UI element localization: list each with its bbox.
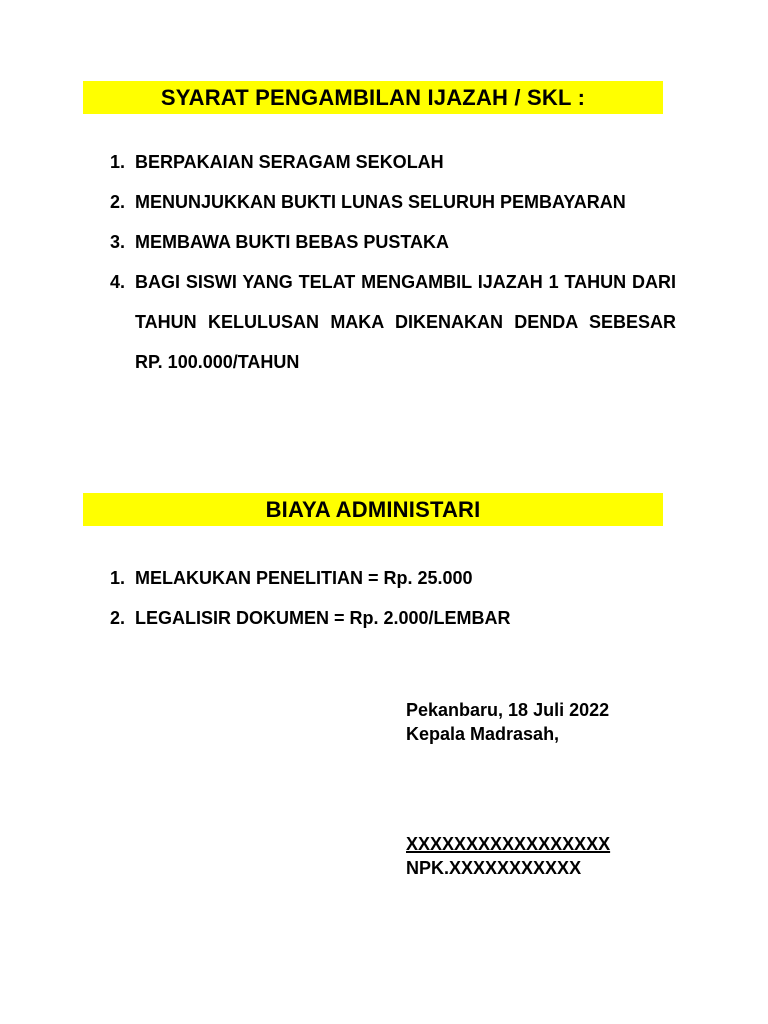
requirements-list (110, 142, 676, 382)
list-item (110, 558, 676, 598)
requirements-title: SYARAT PENGAMBILAN IJAZAH / SKL : (160, 84, 586, 110)
signatory-position: Kepala Madrasah, (406, 724, 560, 744)
list-item-text: BERPAKAIAN SERAGAM SEKOLAH (135, 152, 444, 172)
list-item-number: 2. (110, 608, 126, 628)
list-item (110, 182, 676, 222)
list-item (110, 262, 676, 382)
signatory-npk: NPK.XXXXXXXXXXX (406, 858, 582, 878)
list-item (110, 222, 676, 262)
list-item-text: MELAKUKAN PENELITIAN = Rp. 25.000 (135, 568, 473, 588)
list-item (110, 598, 676, 638)
list-item-text: MEMBAWA BUKTI BEBAS PUSTAKA (135, 232, 449, 252)
list-item-number: 3. (110, 232, 126, 252)
list-item-number: 2. (110, 192, 126, 212)
fees-list (110, 558, 676, 638)
list-item (110, 142, 676, 182)
list-item-text: MENUNJUKKAN BUKTI LUNAS SELURUH PEMBAYARAN (135, 192, 626, 212)
list-item-number: 1. (110, 152, 126, 172)
fees-title: BIAYA ADMINISTARI (265, 496, 481, 522)
place-date: Pekanbaru, 18 Juli 2022 (406, 700, 610, 720)
list-item-text: LEGALISIR DOKUMEN = Rp. 2.000/LEMBAR (135, 608, 511, 628)
signature-block (406, 698, 610, 880)
requirements-heading (83, 81, 663, 114)
list-item-number: 1. (110, 568, 126, 588)
fees-heading (83, 493, 663, 526)
list-item-text: BAGI SISWI YANG TELAT MENGAMBIL IJAZAH 1 TAHUN DARI TAHUN KELULUSAN MAKA DIKENAKAN DENDA SEBESAR RP. 100.000/TAHUN (135, 272, 676, 372)
list-item-number: 4. (110, 272, 126, 292)
signatory-name: XXXXXXXXXXXXXXXXX (406, 834, 611, 854)
